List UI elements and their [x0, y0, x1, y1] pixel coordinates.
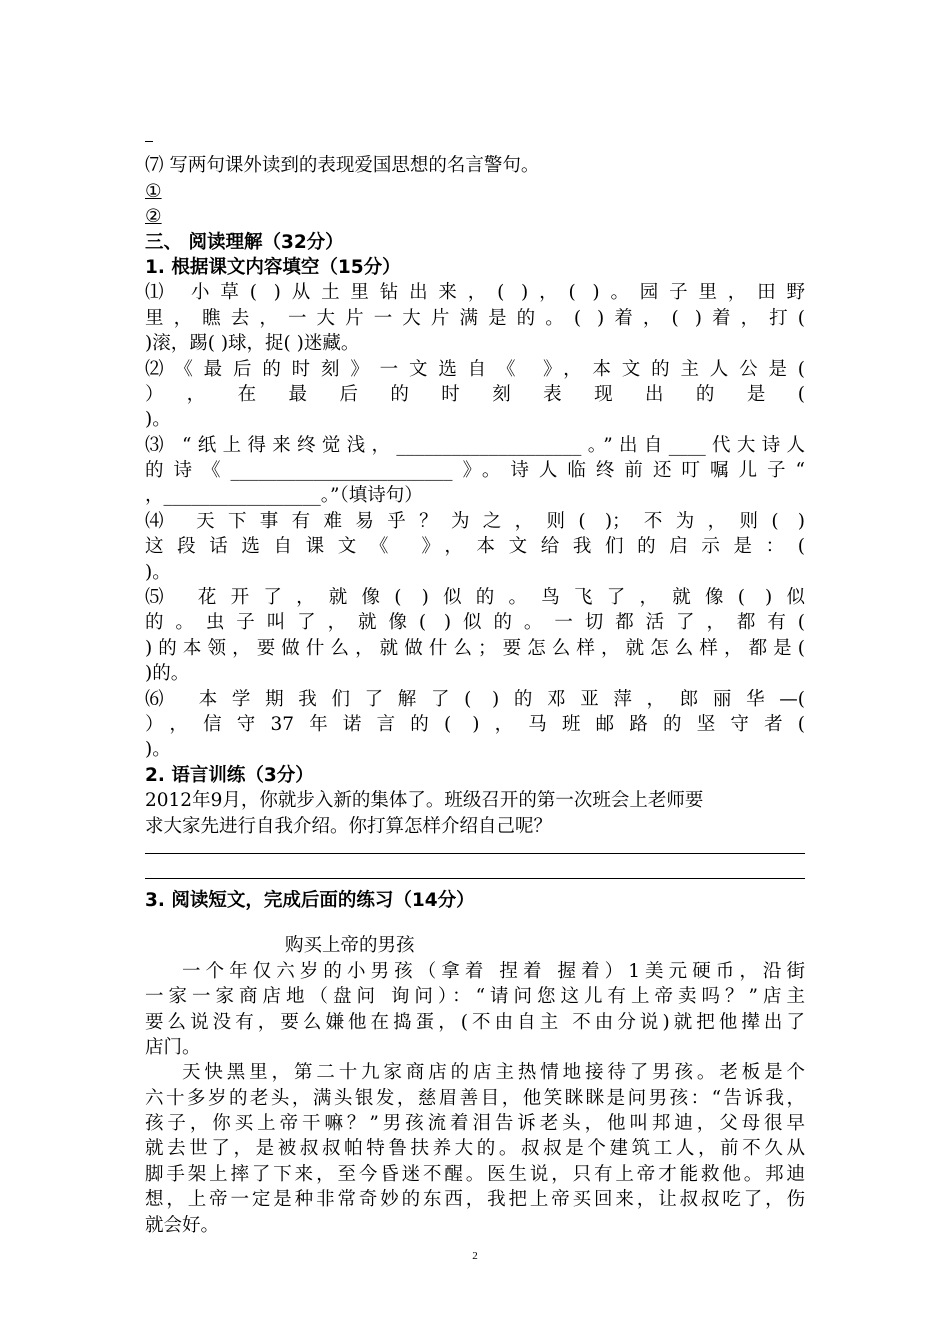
text-line: 一个年仅六岁的小男孩（拿着 捏着 握着）1美元硬币，沿街: [182, 960, 805, 982]
q7-answer-1: ①: [145, 180, 162, 202]
page-number: 2: [472, 1250, 478, 1262]
text-line: )的本领，要做什么，就做什么；要怎么样，就怎么样，都是(: [145, 637, 805, 659]
text-line: 的。虫子叫了，就像( )似的。一切都活了，都有(: [145, 612, 805, 634]
q7-answer-2: ②: [145, 206, 162, 228]
text-line: ⑹ 本学期我们了解了( )的邓亚萍，郎丽华—(: [145, 688, 805, 710]
text-line: ⑴ 小草( )从土里钻出来，( )，( )。园子里，田野: [145, 282, 805, 304]
text-line: ⑷ 天下事有难易乎？为之，则( )；不为，则( ): [145, 510, 805, 532]
text-line: 里，瞧去，一大片一大片满是的。( )着，( )着，打(: [145, 307, 805, 329]
page-content: [145, 128, 805, 1238]
text-line: 想，上帝一定是种非常奇妙的东西，我把上帝买回来，让叔叔吃了，伤: [145, 1189, 805, 1211]
text-line: 这段话选自课文《 》，本文给我们的启示是：(: [145, 536, 805, 558]
text-line: 的诗《________________________》。诗人临终前还叮嘱儿子“: [145, 460, 805, 482]
text-line: 2012年9月，你就步入新的集体了。班级召开的第一次班会上老师要: [145, 790, 704, 812]
section-heading: 三、 阅读理解（32分）: [145, 231, 344, 253]
text-line: )的。: [145, 663, 190, 685]
text-line: ⑵《最后的时刻》一文选自《 》，本文的主人公是(: [145, 358, 805, 380]
story-title: 购买上帝的男孩: [285, 935, 415, 957]
text-line: )。: [145, 561, 171, 583]
text-line: 六十多岁的老头，满头银发，慈眉善目，他笑眯眯是问男孩：“告诉我，: [145, 1087, 805, 1109]
text-line: ），信守37年诺言的( )，马班邮路的坚守者(: [145, 713, 805, 735]
text-line: 店门。: [145, 1036, 201, 1058]
text-line: 要么说没有，要么嫌他在捣蛋，(不由自主 不由分说)就把他撵出了: [145, 1011, 805, 1033]
text-line: )。: [145, 739, 171, 761]
text-line: 就去世了，是被叔叔帕特鲁扶养大的。叔叔是个建筑工人，前不久从: [145, 1138, 805, 1160]
part2-heading: 2. 语言训练（3分）: [145, 764, 314, 786]
text-line: ⑸ 花开了，就像( )似的。鸟飞了，就像( )似: [145, 587, 805, 609]
text-line: 求大家先进行自我介绍。你打算怎样介绍自己呢？: [145, 815, 553, 837]
text-line: ⑶ “纸上得来终觉浅，____________________。”出自____代大诗人: [145, 434, 805, 456]
text-line: )滚，踢( )球，捉( )迷藏。: [145, 333, 360, 355]
text-line: 脚手架上摔了下来，至今昏迷不醒。医生说，只有上帝才能救他。邦迪: [145, 1163, 805, 1185]
q7-prompt: ⑺ 写两句课外读到的表现爱国思想的名言警句。: [145, 155, 540, 177]
text-line: 就会好。: [145, 1214, 220, 1236]
text-line: 孩子，你买上帝干嘛？”男孩流着泪告诉老头，他叫邦迪，父母很早: [145, 1113, 805, 1135]
text-line: )。: [145, 409, 171, 431]
text-line: ，_________________。”（填诗句）: [145, 485, 423, 507]
part3-heading: 3. 阅读短文，完成后面的练习（14分）: [145, 889, 475, 911]
part2-body: [145, 788, 805, 839]
text-line: 一家一家商店地（盘问 询问）：“请问您这儿有上帝卖吗？”店主: [145, 986, 805, 1008]
part1-body: [145, 280, 805, 762]
story-body: [145, 959, 805, 1238]
part1-heading: 1. 根据课文内容填空（15分）: [145, 256, 401, 278]
leading-dash: [145, 128, 805, 153]
text-line: 天快黑里，第二十九家商店的店主热情地接待了男孩。老板是个: [182, 1062, 805, 1084]
text-line: ），在最后的时刻表现出的是(: [145, 383, 805, 405]
